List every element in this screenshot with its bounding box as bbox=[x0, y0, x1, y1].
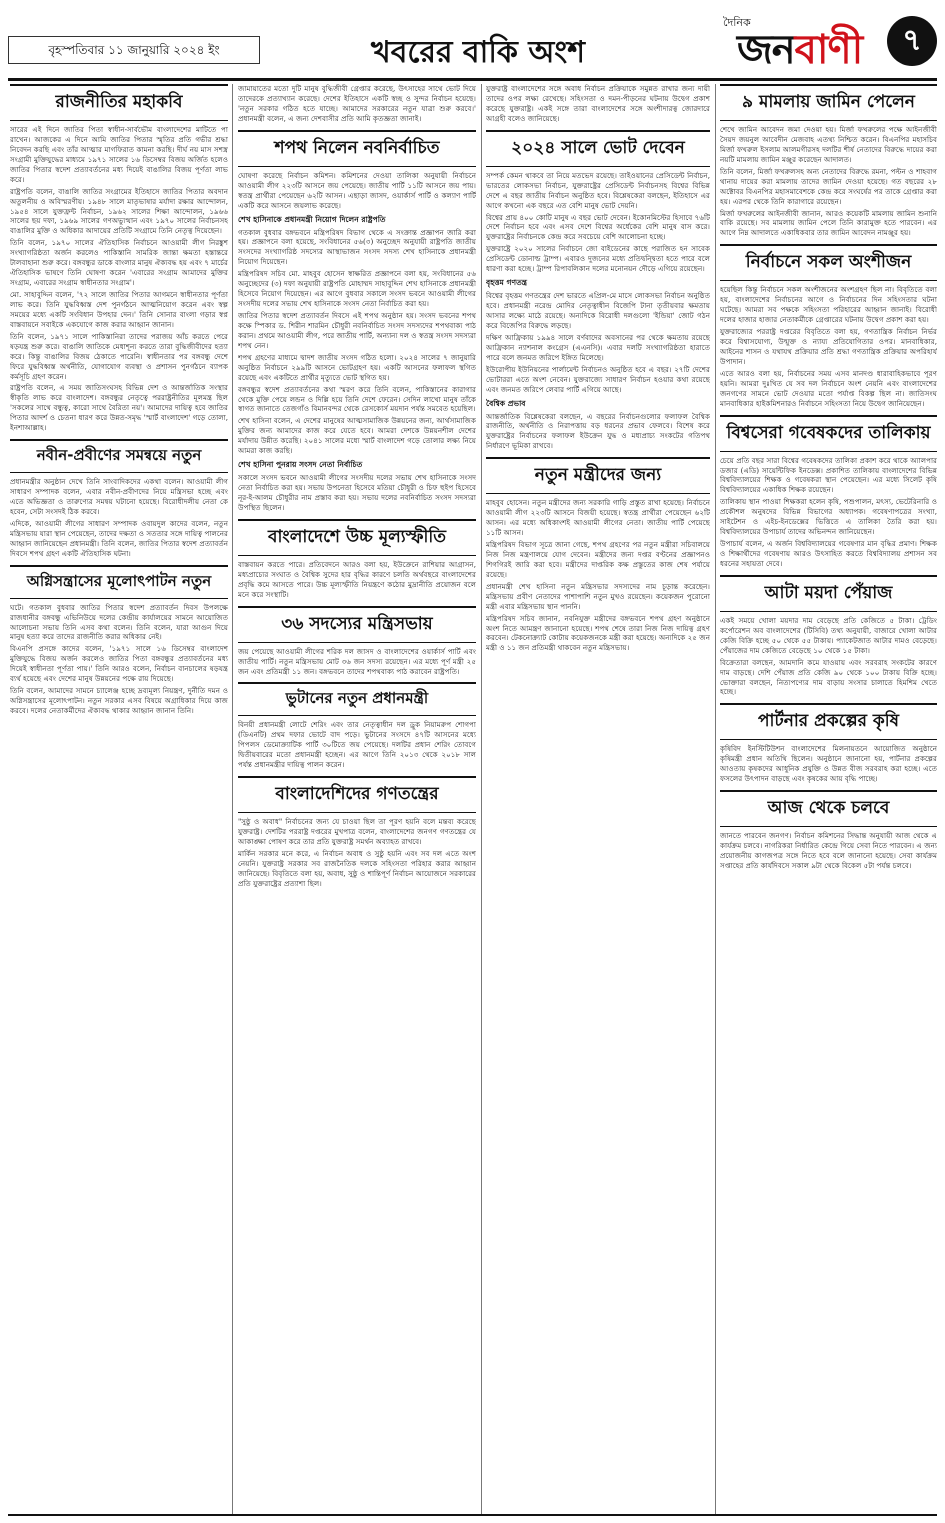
story-headline: ভুটানের নতুন প্রধানমন্ত্রী bbox=[238, 682, 476, 716]
story-paragraph: শেখে জামিন আবেদন জমা দেওয়া হয়। মির্জা ফখরুলের পক্ষে আইনজীবী সৈয়দ জয়নুল আবেদীন মেজবাহ এতথ্য নিশ্চিত করেন। বিএনপির মহাসচিব মির্জা ফখরুল ইসলাম আলমগীরসহ দলটির শীর্ষ নেতাদের বিরুদ্ধে দায়ের করা নয়টি মামলায় জামিন মঞ্জুর করেছেন আদালত। bbox=[720, 125, 937, 164]
newspaper-logo bbox=[723, 14, 883, 73]
story-paragraph: যুক্তরাষ্ট্রে ২০২০ সালের নির্বাচনে জো বাইডেনের কাছে পরাজিত হন সাবেক প্রেসিডেন্ট ডোনাল্ড ট্রাম্প। এবারও দুজনের মধ্যে প্রতিদ্বন্দ্বিতা হতে পারে বলে ধারণা করা হচ্ছে। ট্রাম্প রিপাবলিকান দলের মনোনয়ন দৌড়ে এগিয়ে রয়েছেন। bbox=[486, 244, 710, 274]
news-story bbox=[720, 703, 937, 784]
news-story bbox=[238, 84, 476, 124]
story-paragraph: জয় পেয়েছে আওয়ামী লীগের শরিক দল জাসদ ও বাংলাদেশের ওয়ার্কার্স পার্টি এবং জাতীয় পার্টি। নতুন মন্ত্রিসভায় মোট ৩৬ জন সদস্য রয়েছেন। এর মধ্যে পূর্ণ মন্ত্রী ২৫ জন এবং প্রতিমন্ত্রী ১১ জন। বঙ্গভবনে তাদের শপথবাক্য পাঠ করাবেন রাষ্ট্রপতি। bbox=[238, 646, 476, 676]
news-story bbox=[720, 790, 937, 871]
story-paragraph: শেখ হাসিনা বলেন, এ দেশের মানুষের আত্মসামাজিক উন্নয়নের জন্য, আর্থসামাজিক মুক্তির জন্য আমাদের কাজ করে যেতে হবে। আমরা দেশকে উন্নয়নশীল দেশের মর্যাদায় উন্নীত করেছি। ২০৪১ সালের মধ্যে স্মার্ট বাংলাদেশ গড়ে তোলার লক্ষ্য নিয়ে আমরা কাজ করছি। bbox=[238, 416, 476, 456]
masthead bbox=[8, 8, 937, 81]
story-headline: নতুন মন্ত্রীদের জন্য bbox=[486, 457, 710, 494]
story-paragraph: সকালে সংসদ ভবনে আওয়ামী লীগের সংসদীয় দলের সভায় শেখ হাসিনাকে সংসদ নেতা নির্বাচিত করা হয়। সভায় উপনেতা হিসেবে মতিয়া চৌধুরী ও চিফ হুইপ হিসেবে নূর-ই-আলম চৌধুরীর নাম প্রস্তাব করা হয়। সভায় দলের নবনির্বাচিত সংসদ সদস্যরা উপস্থিত ছিলেন। bbox=[238, 473, 476, 512]
column-divider bbox=[715, 84, 716, 1514]
story-paragraph: বিনয়ী প্রধানমন্ত্রী লোটে শেরিং এবং তার নেতৃত্বাধীন দল ড্রুক নিয়ামরুপ শোগপা (ডিএনটি) প্রথম দফার ভোটে বাদ পড়ে। ভুটানের সংসদে ৪৭টি আসনের মধ্যে পিপলস ডেমোক্র্যাটিক পার্টি ৩০টিতে জয় পেয়েছে। দলটির প্রধান শেরিং তোবগে দ্বিতীয়বারের মতো প্রধানমন্ত্রী হচ্ছেন। এর আগে তিনি ২০১৩ থেকে ২০১৮ সাল পর্যন্ত প্রধানমন্ত্রীর দায়িত্ব পালন করেন। bbox=[238, 720, 476, 770]
story-paragraph: জানতে পারবেন জনগণ। নির্বাচন কমিশনের সিদ্ধান্ত অনুযায়ী আজ থেকে এ কার্যক্রম চলবে। নাগরিকরা নির্ধারিত কেন্দ্রে গিয়ে সেবা নিতে পারবেন। এ জন্য প্রয়োজনীয় কাগজপত্র সঙ্গে নিতে হবে বলে জানানো হয়েছে। সেবা কার্যক্রম সপ্তাহের প্রতি কার্যদিবসে সকাল ৯টা থেকে বিকেল ৫টা পর্যন্ত চলবে। bbox=[720, 831, 937, 870]
story-paragraph: মির্জা ফখরুলের আইনজীবী জানান, আরও কয়েকটি মামলায় জামিন শুনানি বাকি রয়েছে। সব মামলায় জামিন পেলে তিনি কারামুক্ত হতে পারবেন। এর আগে নিম্ন আদালতে একাধিকবার তার জামিন আবেদন নামঞ্জুর হয়। bbox=[720, 208, 937, 238]
news-story bbox=[238, 606, 476, 677]
story-paragraph: সারের এই দিনে জাতির পিতা স্বাধীন-সার্বভৌম বাংলাদেশের মাটিতে পা রাখেন। আজকের এ দিনে আমি জাতির পিতার স্মৃতির প্রতি গভীর শ্রদ্ধা নিবেদন করছি এবং তাঁর আত্মার মাগফিরাত কামনা করছি। দীর্ঘ নয় মাস সশস্ত্র সংগ্রামী মুক্তিযুদ্ধের মাধ্যমে ১৯৭১ সালের ১৬ ডিসেম্বর বিজয় অর্জিত হলেও জাতির পিতার স্বদেশ প্রত্যাবর্তনের মধ্য দিয়েই বাঙালির বিজয় পূর্ণতা লাভ করে। bbox=[10, 125, 228, 184]
story-paragraph: মন্ত্রিপরিষদ সচিব জানান, নবনিযুক্ত মন্ত্রীদের বঙ্গভবনে শপথ গ্রহণ অনুষ্ঠানে অংশ নিতে আমন্ত্রণ জানানো হয়েছে। শপথ শেষে তারা নিজ নিজ দায়িত্ব গ্রহণ করবেন। টেকনোক্র্যাট কোটায় কয়েকজনকে মন্ত্রী করা হয়েছে। অন্যদিকে ২৫ জন মন্ত্রী ও ১১ জন প্রতিমন্ত্রী থাকবেন নতুন মন্ত্রিসভায়। bbox=[486, 613, 710, 653]
story-paragraph: এদিকে, আওয়ামী লীগের সাধারণ সম্পাদক ওবায়দুল কাদের বলেন, নতুন মন্ত্রিসভায় যারা স্থান পেয়েছেন, তাদের দক্ষতা ও সততার সঙ্গে দায়িত্ব পালনের আহ্বান জানিয়েছেন প্রধানমন্ত্রী। তিনি বলেন, জাতির পিতার স্বদেশ প্রত্যাবর্তন দিবসে শপথ গ্রহণ একটি ঐতিহাসিক ঘটনা। bbox=[10, 518, 228, 558]
story-headline: বাংলাদেশিদের গণতন্ত্রের bbox=[238, 776, 476, 813]
page-number: ৭ bbox=[887, 16, 937, 66]
story-paragraph: "সুষ্ঠু ও অবাধ" নির্বাচনের জন্য যে চাওয়া ছিল তা পূরণ হয়নি বলে মন্তব্য করেছে যুক্তরাষ্ট্র। দেশটির পররাষ্ট্র দপ্তরের মুখপাত্র বলেন, বাংলাদেশের জনগণ গণতন্ত্রের যে আকাঙ্ক্ষা পোষণ করে তার প্রতি যুক্তরাষ্ট্র সমর্থন অব্যাহত রাখবে। bbox=[238, 817, 476, 846]
story-paragraph: বিশ্বের বৃহত্তম গণতন্ত্রের দেশ ভারতে এপ্রিল-মে মাসে লোকসভা নির্বাচন অনুষ্ঠিত হবে। প্রধানমন্ত্রী নরেন্দ্র মোদির নেতৃত্বাধীন বিজেপি টানা তৃতীয়বার ক্ষমতায় আসার লক্ষ্যে মাঠে রয়েছে। অন্যদিকে বিরোধী দলগুলো 'ইন্ডিয়া' জোট গঠন করে বিজেপির বিরুদ্ধে লড়ছে। bbox=[486, 291, 710, 330]
story-headline: বাংলাদেশে উচ্চ মূল্যস্ফীতি bbox=[238, 519, 476, 556]
story-paragraph: আন্তর্জাতিক বিশ্লেষকেরা বলছেন, এ বছরের নির্বাচনগুলোর ফলাফল বৈশ্বিক রাজনীতি, অর্থনীতি ও নিরাপত্তায় বড় ধরনের প্রভাব ফেলবে। বিশেষ করে যুক্তরাষ্ট্রের নির্বাচনের ফলাফল ইউক্রেন যুদ্ধ ও মধ্যপ্রাচ্য সংকটের গতিপথ নির্ধারণে ভূমিকা রাখবে। bbox=[486, 411, 710, 451]
story-paragraph: দক্ষিণ আফ্রিকায় ১৯৯৪ সালে বর্ণবাদের অবসানের পর থেকে ক্ষমতায় রয়েছে আফ্রিকান ন্যাশনাল কংগ্রেস (এএনসি)। এবার দলটি সংখ্যাগরিষ্ঠতা হারাতে পারে বলে জনমত জরিপে ইঙ্গিত মিলেছে। bbox=[486, 332, 710, 362]
story-headline: শপথ নিলেন নবনির্বাচিত bbox=[238, 130, 476, 167]
story-paragraph: ঘটে। গতকাল বুধবার জাতির পিতার স্বদেশ প্রত্যাবর্তন দিবস উপলক্ষে রাজধানীর বঙ্গবন্ধু এভিনিউয়ে দলের কেন্দ্রীয় কার্যালয়ের সামনে আয়োজিত আলোচনা সভায় তিনি এসব কথা বলেন। তিনি বলেন, যারা আগুন দিয়ে মানুষ হত্যা করে তাদের রাজনীতি করার অধিকার নেই। bbox=[10, 602, 228, 642]
story-paragraph: তিনি বলেন, ১৯৭০ সালের ঐতিহাসিক নির্বাচনে আওয়ামী লীগ নিরঙ্কুশ সংখ্যাগরিষ্ঠতা অর্জন করলেও পাকিস্তানি সামরিক জান্তা ক্ষমতা হস্তান্তরে টালবাহানা শুরু করে। বঙ্গবন্ধুর ডাকে বাংলার মানুষ ঐক্যবদ্ধ হয় এবং ৭ মার্চের ঐতিহাসিক ভাষণে তিনি ঘোষণা করেন 'এবারের সংগ্রাম আমাদের মুক্তির সংগ্রাম, এবারের সংগ্রাম স্বাধীনতার সংগ্রাম'। bbox=[10, 238, 228, 288]
story-paragraph: বাস্তবায়ন করতে পারে। প্রতিবেদনে আরও বলা হয়, ইউক্রেনে রাশিয়ার আগ্রাসন, মধ্যপ্রাচ্যের সংঘাত ও বৈশ্বিক সুদের হার বৃদ্ধির কারণে চলতি অর্থবছরে বাংলাদেশের প্রবৃদ্ধি কমে আসতে পারে। উচ্চ মূল্যস্ফীতি নিয়ন্ত্রণে কঠোর মুদ্রানীতি প্রয়োজন বলে মনে করে সংস্থাটি। bbox=[238, 559, 476, 599]
story-paragraph: সম্পর্ক কেমন থাকবে তা নিয়ে মতভেদ রয়েছে। তাইওয়ানের প্রেসিডেন্ট নির্বাচন, ভারতের লোকসভা নির্বাচন, যুক্তরাষ্ট্রের প্রেসিডেন্ট নির্বাচনসহ বিশ্বের বিভিন্ন দেশে এ বছর জাতীয় নির্বাচন অনুষ্ঠিত হবে। বিশ্লেষকেরা বলছেন, ইতিহাসে এর আগে কখনো এক বছরে এত বেশি মানুষ ভোট দেয়নি। bbox=[486, 170, 710, 210]
news-story bbox=[10, 439, 228, 559]
story-headline: ২০২৪ সালে ভোট দেবেন bbox=[486, 130, 710, 167]
news-story bbox=[238, 682, 476, 770]
logo-part-a: জন bbox=[737, 27, 795, 73]
column-2 bbox=[238, 84, 476, 1514]
story-paragraph: মার্কিন সরকার মনে করে, এ নির্বাচন অবাধ ও সুষ্ঠু হয়নি এবং সব দল এতে অংশ নেয়নি। যুক্তরাষ্ট্র সরকার সব রাজনৈতিক দলকে সহিংসতা পরিহার করার আহ্বান জানিয়েছে। বিবৃতিতে বলা হয়, অবাধ, সুষ্ঠু ও শান্তিপূর্ণ নির্বাচন আয়োজনে সরকারের প্রতি যুক্তরাষ্ট্রের প্রত্যাশা ছিল। bbox=[238, 848, 476, 888]
news-story bbox=[238, 519, 476, 600]
story-paragraph: তালিকায় স্থান পাওয়া শিক্ষকরা হলেন কৃষি, পশুপালন, মৎস্য, ভেটেরিনারি ও প্রকৌশল অনুষদের বিভিন্ন বিভাগের অধ্যাপক। গবেষণাপত্রের সংখ্যা, সাইটেশন ও এইচ-ইনডেক্সের ভিত্তিতে এ তালিকা তৈরি করা হয়। বিশ্ববিদ্যালয়ের উপাচার্য তাদের অভিনন্দন জানিয়েছেন। bbox=[720, 497, 937, 537]
story-headline: রাজনীতির মহাকবি bbox=[10, 84, 228, 121]
story-paragraph: ঘোষণা করেছে নির্বাচন কমিশন। কমিশনের দেওয়া তালিকা অনুযায়ী নির্বাচনে আওয়ামী লীগ ২২৩টি আসনে জয় পেয়েছে। জাতীয় পার্টি ১১টি আসনে জয় পায়। স্বতন্ত্র প্রার্থীরা পেয়েছেন ৬২টি আসন। এছাড়া জাসদ, ওয়ার্কার্স পার্টি ও কল্যাণ পার্টি একটি করে আসনে জয়লাভ করেছে। bbox=[238, 170, 476, 210]
news-story bbox=[486, 84, 710, 124]
story-paragraph: কৃষিবিদ ইনস্টিটিউশন বাংলাদেশের মিলনায়তনে আয়োজিত অনুষ্ঠানে কৃষিমন্ত্রী প্রধান অতিথি ছিলেন। অনুষ্ঠানে জানানো হয়, পার্টনার প্রকল্পের আওতায় কৃষকদের আধুনিক প্রযুক্তি ও উন্নত বীজ সরবরাহ করা হচ্ছে। এতে ফসলের উৎপাদন বাড়ছে এবং কৃষকের আয় বৃদ্ধি পাচ্ছে। bbox=[720, 744, 937, 784]
story-paragraph: মন্ত্রিপরিষদ সচিব মো. মাহবুব হোসেন স্বাক্ষরিত প্রজ্ঞাপনে বলা হয়, সংবিধানের ৫৬ অনুচ্ছেদের (৩) দফা অনুযায়ী রাষ্ট্রপতি মোহাম্মদ সাহাবুদ্দিন শেখ হাসিনাকে প্রধানমন্ত্রী হিসেবে নিয়োগ দিয়েছেন। এর আগে বুধবার সকালে সংসদ ভবনে আওয়ামী লীগের সংসদীয় দলের সভায় শেখ হাসিনাকে সংসদ নেতা নির্বাচিত করা হয়। bbox=[238, 269, 476, 309]
story-paragraph: বিএনপি প্রসঙ্গে কাদের বলেন, '১৯৭১ সালে ১৬ ডিসেম্বর বাংলাদেশ মুক্তিযুদ্ধে বিজয় অর্জন করলেও জাতির পিতা বঙ্গবন্ধুর প্রত্যাবর্তনের মধ্য দিয়েই স্বাধীনতা পূর্ণতা পায়।' তিনি আরও বলেন, নির্বাচন বানচালের ষড়যন্ত্র ব্যর্থ হয়েছে এবং দেশের মানুষ উন্নয়নের পক্ষে রায় দিয়েছে। bbox=[10, 644, 228, 684]
story-headline: আটা ময়দা পেঁয়াজ bbox=[720, 575, 937, 612]
story-paragraph: প্রধানমন্ত্রী শেখ হাসিনা নতুন মন্ত্রিসভার সদস্যদের নাম চূড়ান্ত করেছেন। মন্ত্রিসভায় প্রবীণ নেতাদের পাশাপাশি নতুন মুখও রয়েছেন। কয়েকজন পুরোনো মন্ত্রী এবার মন্ত্রিসভায় স্থান পাননি। bbox=[486, 581, 710, 611]
story-subheading: শেখ হাসিনা পুনরায় সংসদ নেতা নির্বাচিত bbox=[238, 460, 363, 470]
story-paragraph: তিনি বলেন, মির্জা ফখরুলসহ অন্য নেতাদের বিরুদ্ধে রমনা, পল্টন ও শাহবাগ থানায় দায়ের করা মামলায় তাদের জামিন দেওয়া হয়েছে। গত বছরের ২৮ অক্টোবর বিএনপির মহাসমাবেশকে কেন্দ্র করে সংঘর্ষের পর তাকে গ্রেপ্তার করা হয়। এরপর থেকে তিনি কারাগারে রয়েছেন। bbox=[720, 166, 937, 206]
story-paragraph: বিশ্বের প্রায় ৪০০ কোটি মানুষ এ বছর ভোট দেবেন। ইকোনমিস্টের হিসাবে ৭৬টি দেশে নির্বাচন হবে এবং এসব দেশে বিশ্বের অর্ধেকের বেশি মানুষ বাস করে। যুক্তরাষ্ট্রের নির্বাচনকে কেন্দ্র করে সবচেয়ে বেশি আলোচনা হচ্ছে। bbox=[486, 212, 710, 242]
column-4 bbox=[720, 84, 937, 1514]
story-paragraph: তিনি বলেন, আমাদের সামনে চ্যালেঞ্জ হচ্ছে দ্রব্যমূল্য নিয়ন্ত্রণ, দুর্নীতি দমন ও অগ্নিসন্ত্রাসের মূলোৎপাটন। নতুন সরকার এসব বিষয়ে অগ্রাধিকার দিয়ে কাজ করবে। দলের নেতাকর্মীদের ঐক্যবদ্ধ থাকার আহ্বান জানান তিনি। bbox=[10, 686, 228, 715]
story-paragraph: রাষ্ট্রপতি বলেন, বাঙালি জাতির সংগ্রামের ইতিহাসে জাতির পিতার অবদান অতুলনীয় ও অবিস্মরণীয়। ১৯৪৮ সালে মাতৃভাষার মর্যাদা রক্ষার আন্দোলন, ১৯৫৪ সালে যুক্তফ্রন্ট নির্বাচন, ১৯৬২ সালের শিক্ষা আন্দোলন, ১৯৬৬ সালের ছয় দফা, ১৯৬৯ সালের গণঅভ্যুত্থান এবং ১৯৭০ সালের নির্বাচনসহ বাঙালির মুক্তি ও অধিকার আদায়ের প্রতিটি সংগ্রামে তিনি নেতৃত্ব দিয়েছেন। bbox=[10, 186, 228, 236]
story-paragraph: ইউরোপীয় ইউনিয়নের পার্লামেন্ট নির্বাচনও অনুষ্ঠিত হবে এ বছর। ২৭টি দেশের ভোটাররা এতে অংশ নেবেন। যুক্তরাজ্যে সাধারণ নির্বাচন হওয়ার কথা রয়েছে এবং জনমত জরিপে লেবার পার্টি এগিয়ে আছে। bbox=[486, 364, 710, 394]
story-headline: পার্টনার প্রকল্পের কৃষি bbox=[720, 703, 937, 740]
story-headline: ৩৬ সদস্যের মন্ত্রিসভায় bbox=[238, 606, 476, 643]
story-paragraph: জামায়াতের মতো দুটি মানুষ বুদ্ধিজীবী গ্রেপ্তার করেছে, উৎসাহের সাথে ভোট দিয়ে তাদেরকে প্রত্যাখ্যান করেছে। দেশের ইতিহাসে একটি স্বচ্ছ ও সুন্দর নির্বাচন হয়েছে। 'নতুন সরকার গঠিত হতে যাচ্ছে। আমাদের সরকারের নতুন যাত্রা শুরু করবে।' প্রধানমন্ত্রী বলেন, এ জন্য দেশবাসীর প্রতি আমি কৃতজ্ঞতা জানাই। bbox=[238, 84, 476, 123]
story-subheading: শেখ হাসিনাকে প্রধানমন্ত্রী নিয়োগ দিলেন রাষ্ট্রপতি bbox=[238, 214, 386, 224]
story-paragraph: একই সময়ে খোলা ময়দার দাম বেড়েছে প্রতি কেজিতে ৫ টাকা। ট্রেডিং কর্পোরেশন অব বাংলাদেশের (টিসিবি) তথ্য অনুযায়ী, বাজারে খোলা আটার কেজি বিক্রি হচ্ছে ৫০ থেকে ৫৫ টাকায়। প্যাকেটজাত আটার দামও বেড়েছে। পেঁয়াজের দাম কেজিতে বেড়েছে ১০ থেকে ১৫ টাকা। bbox=[720, 615, 937, 655]
story-headline: নবীন-প্রবীণের সমন্বয়ে নতুন bbox=[10, 439, 228, 473]
news-story bbox=[720, 415, 937, 569]
column-3 bbox=[486, 84, 710, 1514]
news-story bbox=[486, 130, 710, 452]
story-paragraph: মো. সাহাবুদ্দিন বলেন, '৭২ সালে জাতির পিতার আগমনে স্বাধীনতার পূর্ণতা লাভ করে। তিনি যুদ্ধবিধ্বস্ত দেশ পুনর্গঠনে আত্মনিয়োগ করেন এবং স্বল্প সময়ের মধ্যে একটি সংবিধান উপহার দেন।' তিনি সোনার বাংলা গড়ার স্বপ্ন বাস্তবায়নে সবাইকে একযোগে কাজ করার আহ্বান জানান। bbox=[10, 290, 228, 329]
story-paragraph: যুক্তরাজ্যের পররাষ্ট্র দপ্তরের বিবৃতিতে বলা হয়, গণতান্ত্রিক নির্বাচন নির্ভর করে বিশ্বাসযোগ্য, উন্মুক্ত ও ন্যায্য প্রতিযোগিতার ওপর। মানবাধিকার, আইনের শাসন ও যথাযথ প্রক্রিয়ার প্রতি শ্রদ্ধা গণতান্ত্রিক প্রক্রিয়ার অপরিহার্য উপাদান। bbox=[720, 327, 937, 366]
story-subheading: বৃহত্তম গণতন্ত্র bbox=[486, 278, 528, 288]
column-divider bbox=[232, 84, 233, 1514]
story-paragraph: মন্ত্রিপরিষদ বিভাগ সূত্রে জানা গেছে, শপথ গ্রহণের পর নতুন মন্ত্রীরা সচিবালয়ে নিজ নিজ মন্ত্রণালয়ে যোগ দেবেন। মন্ত্রীদের জন্য দপ্তর বণ্টনের প্রজ্ঞাপনও শিগগিরই জারি করা হবে। মন্ত্রীদের দাপ্তরিক কক্ষ প্রস্তুতের কাজ শেষ পর্যায়ে রয়েছে। bbox=[486, 540, 710, 579]
news-story bbox=[486, 457, 710, 653]
story-headline: বিশ্বসেরা গবেষকদের তালিকায় bbox=[720, 415, 937, 452]
news-story bbox=[10, 84, 228, 433]
bottom-rule bbox=[8, 1514, 937, 1516]
story-paragraph: গতকাল বুধবার বঙ্গভবনে মন্ত্রিপরিষদ বিভাগ থেকে এ সংক্রান্ত প্রজ্ঞাপন জারি করা হয়। প্রজ্ঞাপনে বলা হয়েছে, সংবিধানের ৫৬(৩) অনুচ্ছেদ অনুযায়ী রাষ্ট্রপতি জাতীয় সংসদের সংখ্যাগরিষ্ঠ সদস্যের আস্থাভাজন সংসদ সদস্য শেখ হাসিনাকে প্রধানমন্ত্রী নিয়োগ দিয়েছেন। bbox=[238, 227, 476, 267]
story-paragraph: তিনি বলেন, ১৯৭১ সালে পাকিস্তানিরা তাদের পরাজয় আঁচ করতে পেরে ষড়যন্ত্র শুরু করে। বাঙালি জাতিকে মেধাশূন্য করতে তারা বুদ্ধিজীবীদের হত্যা করে। কিন্তু বাঙালির বিজয় ঠেকাতে পারেনি। স্বাধীনতার পর বঙ্গবন্ধু দেশে ফিরে যুদ্ধবিধ্বস্ত অর্থনীতি, যোগাযোগ ব্যবস্থা ও প্রশাসন পুনর্গঠনে ব্যাপক কর্মসূচি গ্রহণ করেন। bbox=[10, 331, 228, 381]
story-paragraph: এতে আরও বলা হয়, নির্বাচনের সময় এসব মানদণ্ড ধারাবাহিকভাবে পূরণ হয়নি। আমরা দুঃখিত যে সব দল নির্বাচনে অংশ নেয়নি এবং বাংলাদেশের জনগণের সামনে ভোট দেওয়ার মতো পর্যাপ্ত বিকল্প ছিল না। জাতিসংঘ মানবাধিকার হাইকমিশনারও নির্বাচনে সহিংসতা নিয়ে উদ্বেগ জানিয়েছেন। bbox=[720, 368, 937, 408]
column-divider bbox=[481, 84, 482, 1514]
story-subheading: বৈশ্বিক প্রভাব bbox=[486, 398, 526, 408]
news-story bbox=[720, 575, 937, 698]
story-paragraph: প্রধানমন্ত্রীর অনুষ্ঠান দেখে তিনি সাংবাদিকদের একথা বলেন। আওয়ামী লীগ সাধারণ সম্পাদক বলেন, এবার নবীন-প্রবীণদের নিয়ে মন্ত্রিসভা হচ্ছে এবং এতে অভিজ্ঞতা ও তারুণ্যের সমন্বয় ঘটানো হয়েছে। বিরোধীদলীয় নেতা কে হবেন, সেটা সংসদই ঠিক করবে। bbox=[10, 477, 228, 516]
story-headline: ৯ মামলায় জামিন পেলেন bbox=[720, 84, 937, 121]
story-paragraph: মাহবুব হোসেন। নতুন মন্ত্রীদের জন্য সরকারি গাড়ি প্রস্তুত রাখা হয়েছে। নির্বাচনে আওয়ামী লীগ ২২৩টি আসনে বিজয়ী হয়েছে। স্বতন্ত্র প্রার্থীরা পেয়েছেন ৬২টি আসন। এর মধ্যে অধিকাংশই আওয়ামী লীগের নেতা। জাতীয় পার্টি পেয়েছে ১১টি আসন। bbox=[486, 498, 710, 538]
logo-prefix: দৈনিক bbox=[723, 16, 751, 29]
story-paragraph: জাতির পিতার স্বদেশ প্রত্যাবর্তন দিবসে এই শপথ অনুষ্ঠান হয়। সংসদ ভবনের শপথ কক্ষে স্পিকার ড. শিরীন শারমিন চৌধুরী নবনির্বাচিত সংসদ সদস্যদের শপথবাক্য পাঠ করান। প্রথমে আওয়ামী লীগ, পরে জাতীয় পার্টি, অন্যান্য দল ও স্বতন্ত্র সংসদ সদস্যরা শপথ নেন। bbox=[238, 311, 476, 350]
section-title: খবরের বাকি অংশ bbox=[371, 35, 585, 70]
news-story bbox=[10, 565, 228, 716]
story-paragraph: বিক্রেতারা বলছেন, আমদানি কমে যাওয়ায় এবং সরবরাহ সংকটের কারণে দাম বাড়ছে। দেশি পেঁয়াজ প্রতি কেজি ৯০ থেকে ১০০ টাকায় বিক্রি হচ্ছে। ভোক্তারা বলছেন, নিত্যপণ্যের দাম বাড়ায় সংসার চালাতে হিমশিম খেতে হচ্ছে। bbox=[720, 657, 937, 697]
story-paragraph: চেয়ে প্রতি বছর সারা বিশ্বের গবেষকদের তালিকা প্রকাশ করে থাকে অ্যালপার ডজার (এডি) সায়েন্টিফিক ইনডেক্স। প্রকাশিত তালিকায় বাংলাদেশের বিভিন্ন বিশ্ববিদ্যালয়ের শিক্ষক ও গবেষকরা স্থান পেয়েছেন। এর মধ্যে সিলেট কৃষি বিশ্ববিদ্যালয়ের একাধিক শিক্ষক রয়েছেন। bbox=[720, 455, 937, 495]
story-paragraph: রাষ্ট্রপতি বলেন, এ সময় জাতিসংঘসহ বিভিন্ন দেশ ও আন্তর্জাতিক সংস্থার স্বীকৃতি লাভ করে বাংলাদেশ। বঙ্গবন্ধুর নেতৃত্বে পররাষ্ট্রনীতির মূলমন্ত্র ছিল 'সকলের সাথে বন্ধুত্ব, কারো সাথে বৈরিতা নয়'। আমাদের দায়িত্ব হবে জাতির পিতার আদর্শ ও চেতনা ধারণ করে উন্নত-সমৃদ্ধ 'স্মার্ট বাংলাদেশ' গড়ে তোলা, ইনশাআল্লাহ। bbox=[10, 383, 228, 433]
story-headline: নির্বাচনে সকল অংশীজন bbox=[720, 244, 937, 281]
logo-part-b: বাণী bbox=[794, 27, 863, 73]
story-paragraph: উপাচার্য বলেন, এ অর্জন বিশ্ববিদ্যালয়ের গবেষণার মান বৃদ্ধির প্রমাণ। শিক্ষক ও শিক্ষার্থীদের গবেষণায় আরও উৎসাহিত করতে বিশ্ববিদ্যালয় প্রশাসন সব ধরনের সহায়তা দেবে। bbox=[720, 539, 937, 568]
news-story bbox=[720, 84, 937, 238]
column-1 bbox=[10, 84, 228, 1514]
story-headline: আজ থেকে চলবে bbox=[720, 790, 937, 827]
news-story bbox=[720, 244, 937, 408]
issue-date: বৃহস্পতিবার ১১ জানুয়ারি ২০২৪ ইং bbox=[8, 36, 260, 64]
news-story bbox=[238, 130, 476, 513]
story-paragraph: শপথ গ্রহণের মাধ্যমে দ্বাদশ জাতীয় সংসদ গঠিত হলো। ২০২৪ সালের ৭ জানুয়ারি অনুষ্ঠিত নির্বাচনে ২৯৯টি আসনে ভোটগ্রহণ হয়। একটি আসনের ফলাফল স্থগিত রয়েছে এবং একটিতে প্রার্থীর মৃত্যুতে ভোট স্থগিত হয়। bbox=[238, 352, 476, 382]
story-paragraph: বঙ্গবন্ধুর স্বদেশ প্রত্যাবর্তনের কথা স্মরণ করে তিনি বলেন, পাকিস্তানের কারাগার থেকে মুক্তি পেয়ে লন্ডন ও দিল্লি হয়ে তিনি দেশে ফেরেন। সেদিন লাখো মানুষ তাঁকে স্বাগত জানাতে তেজগাঁও বিমানবন্দর থেকে রেসকোর্স ময়দান পর্যন্ত সমবেত হয়েছিল। bbox=[238, 384, 476, 414]
news-story bbox=[238, 776, 476, 889]
story-paragraph: যুক্তরাষ্ট্র বাংলাদেশের সঙ্গে অবাধ নির্বাচন প্রক্রিয়াকে সমুন্নত রাখার জন্য দায়ী তাদের ওপর লক্ষ্য রেখেছে। সহিংসতা ও দমন-পীড়নের ঘটনায় উদ্বেগ প্রকাশ করেছে যুক্তরাষ্ট্র। একই সঙ্গে তারা বাংলাদেশের সঙ্গে অংশীদারত্ব জোরদারে আগ্রহী বলেও জানিয়েছে। bbox=[486, 84, 710, 123]
story-paragraph: হয়েছিল কিন্তু নির্বাচনে সকল অংশীজনের অংশগ্রহণ ছিল না। বিবৃতিতে বলা হয়, বাংলাদেশের নির্বাচনের আগে ও নির্বাচনের দিন সহিংসতার ঘটনা ঘটেছে। আমরা সব পক্ষকে সহিংসতা পরিহারের আহ্বান জানাই। বিরোধী দলের হাজার হাজার নেতাকর্মীকে গ্রেপ্তারের ঘটনায় উদ্বেগ প্রকাশ করা হয়। bbox=[720, 285, 937, 325]
logo-wordmark bbox=[737, 18, 862, 85]
story-headline: অগ্নিসন্ত্রাসের মূলোৎপাটন নতুন bbox=[10, 565, 228, 599]
